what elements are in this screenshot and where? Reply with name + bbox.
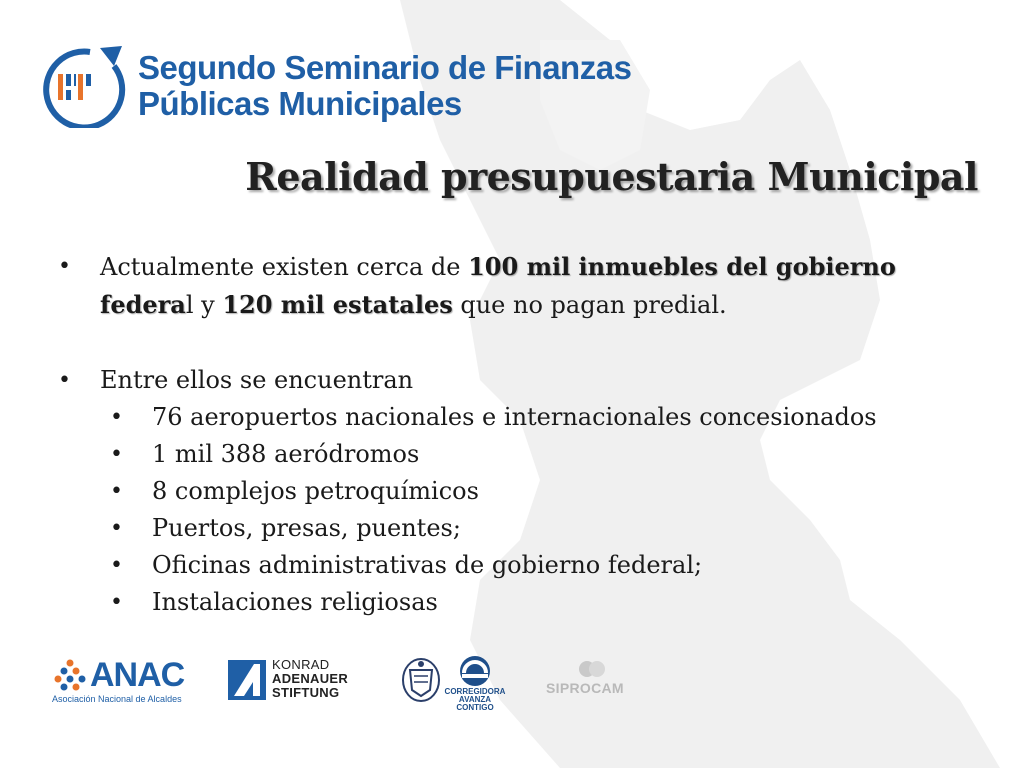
anac-logo [52,656,192,704]
sub-bullet-oficinas: • Oficinas administrativas de gobierno federal; [58,547,978,584]
konrad-text [272,658,348,700]
corregidora-text [442,688,508,712]
corregidora-line1: CORREGIDORA [444,687,506,696]
sponsor-logos [0,650,1024,710]
seminar-title-line1: Segundo Seminario de Finanzas [138,49,632,86]
konrad-line2: ADENAUER [272,671,349,686]
bullet-entre-ellos: • Entre ellos se encuentran [58,362,978,399]
coat-of-arms-icon [400,656,442,704]
slide-content [58,248,978,621]
konrad-line1: KONRAD [272,657,330,672]
sub-bullet-aeropuertos: • 76 aeropuertos nacionales e internacionales concesionados [58,399,978,436]
sub-bullet-aerodromos: • 1 mil 388 aeródromos [58,436,978,473]
bullet-inmuebles [58,248,978,324]
bullet1-text-a: Actualmente existen cerca de [100,253,469,281]
bullet1-text-c: que no pagan predial. [452,291,727,319]
sub-bullet-religiosas: • Instalaciones religiosas [58,584,978,621]
konrad-emblem-icon [228,660,266,700]
anac-name: ANAC [90,656,185,694]
siprocam-emblem-icon [572,658,612,680]
sub-bullet-petroquimicos: • 8 complejos petroquímicos [58,473,978,510]
bullet1-bold-a: 100 mil inmuebles del gobierno federa [100,252,896,319]
bullet1-text-b: l y [185,291,223,319]
slide-title: Realidad presupuestaria Municipal [245,154,978,199]
anac-dots-icon [52,658,88,694]
konrad-line3: STIFTUNG [272,685,340,700]
seminar-logo-icon [34,44,126,128]
siprocam-logo [546,658,638,706]
corregidora-emblem-icon [442,654,508,688]
corregidora-line2: AVANZA CONTIGO [456,695,494,712]
konrad-adenauer-logo [228,658,378,702]
bullet1-bold-b: 120 mil estatales [222,290,453,319]
sub-bullet-puertos: • Puertos, presas, puentes; [58,510,978,547]
anac-subtitle: Asociación Nacional de Alcaldes [52,694,182,704]
seminar-title-line2: Públicas Municipales [138,85,462,122]
corregidora-logo [442,654,508,712]
siprocam-name: SIPROCAM [546,680,624,696]
seminar-title [138,50,631,122]
